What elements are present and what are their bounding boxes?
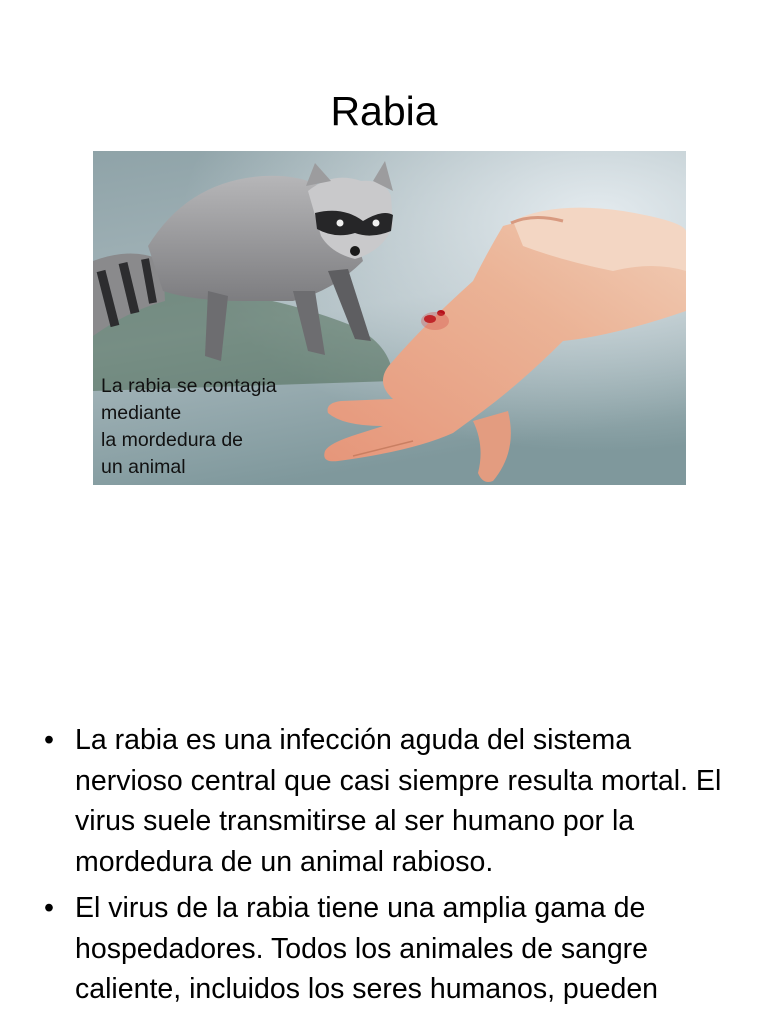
bullet-item <box>44 720 744 882</box>
illustration-caption <box>101 373 361 481</box>
bullet-text: El virus de la rabia tiene una amplia gama de hospedadores. Todos los animales de sangre caliente, incluidos los seres humanos, pueden <box>75 892 659 1005</box>
caption-line: mediante <box>101 402 182 424</box>
slide-title: Rabia <box>330 88 438 134</box>
rabies-illustration <box>93 151 686 485</box>
bullet-dot-icon: • <box>44 724 54 756</box>
caption-line: la mordedura de <box>101 429 244 451</box>
bullet-text: La rabia es una infección aguda del sistema nervioso central que casi siempre resulta mortal. El virus suele transmitirse al ser humano por la mordedura de un animal rabioso. <box>75 724 722 878</box>
bullet-dot-icon: • <box>44 892 54 924</box>
caption-line: La rabia se contagia <box>101 375 277 397</box>
caption-line: un animal <box>101 456 186 478</box>
bullet-list <box>44 720 744 1016</box>
bullet-item <box>44 888 744 1010</box>
